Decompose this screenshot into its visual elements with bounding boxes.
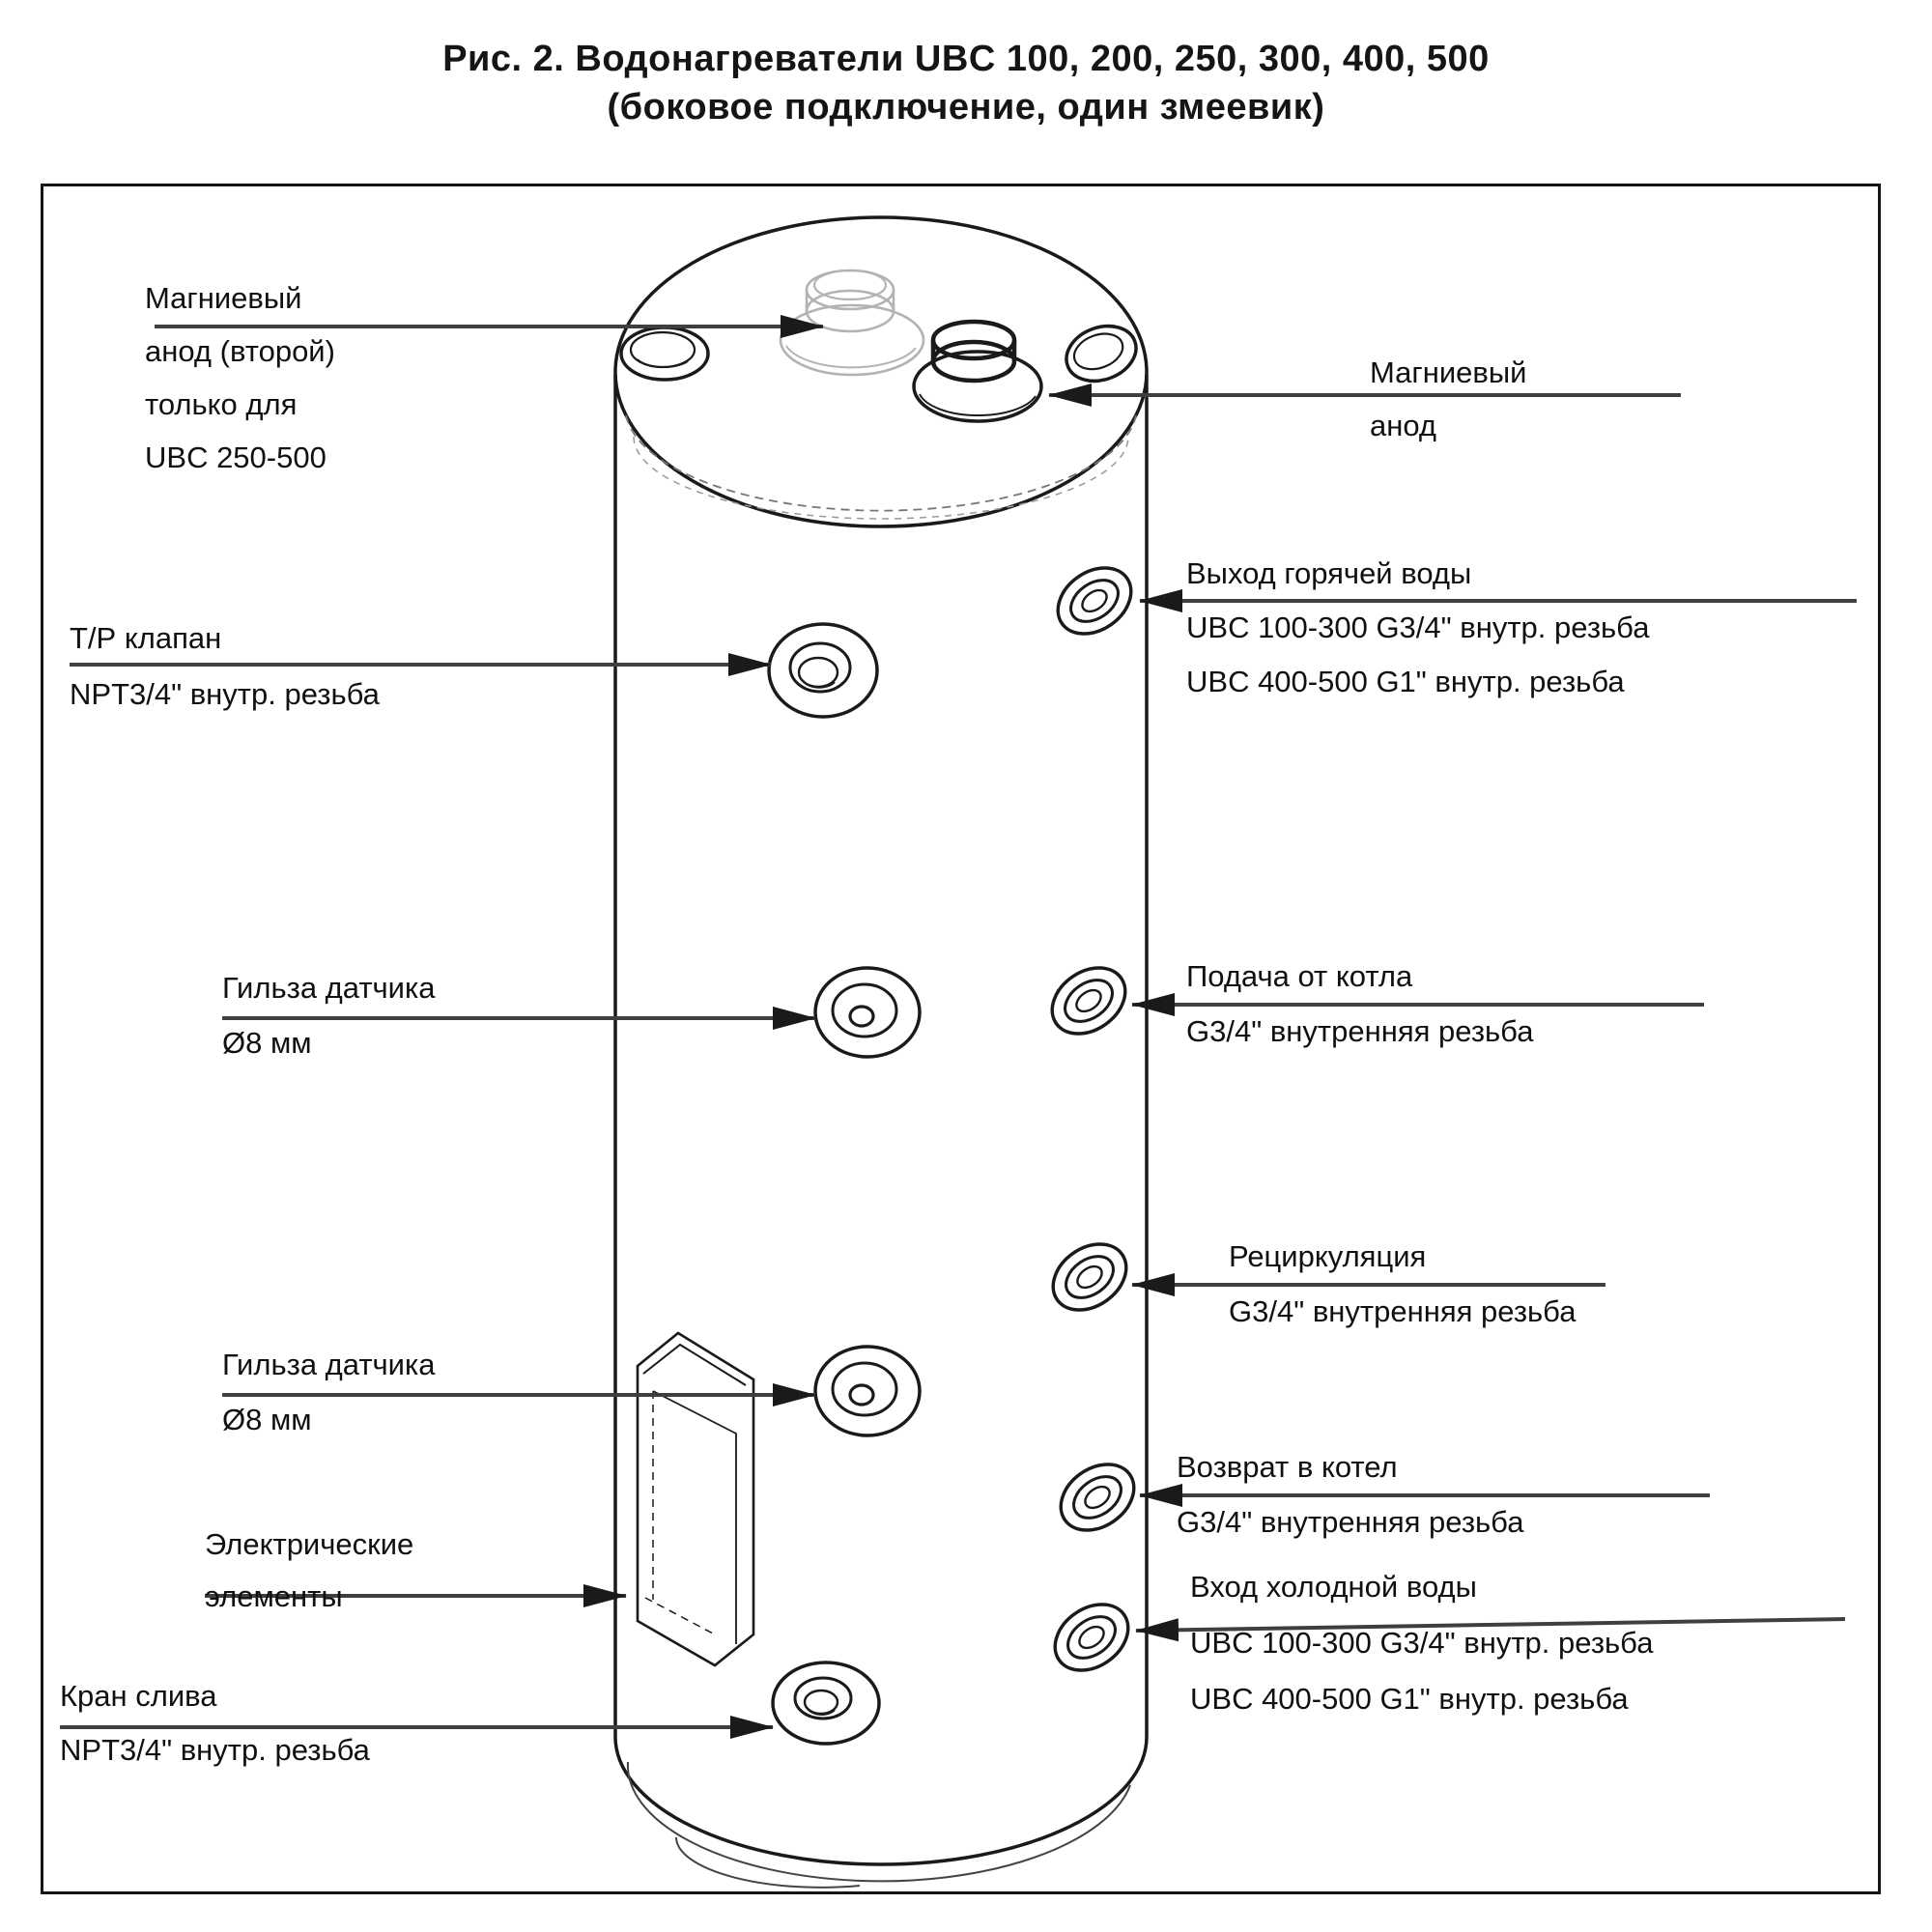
label-sensor-well-1 [222, 960, 435, 1070]
label-line: UBC 400-500 G1" внутр. резьба [1186, 665, 1625, 698]
top-opening-right [1059, 317, 1144, 390]
label-line: анод (второй) [145, 334, 335, 368]
label-line: Т/Р клапан [70, 621, 222, 655]
label-magnesium-anode [1370, 346, 1526, 452]
recirculation-port [1040, 1231, 1139, 1323]
label-line: G3/4" внутренняя резьба [1177, 1505, 1524, 1539]
label-electric-elements [205, 1519, 413, 1623]
second-anode [781, 270, 923, 375]
drain-port [773, 1662, 879, 1744]
label-line: элементы [205, 1579, 343, 1613]
magnesium-anode [914, 322, 1041, 421]
electric-element-cover [638, 1333, 753, 1665]
label-boiler-supply [1186, 949, 1533, 1059]
figure-title-line1: Рис. 2. Водонагреватели UBC 100, 200, 250, 300, 400, 500 [442, 39, 1490, 79]
label-line: Магниевый [1370, 355, 1527, 389]
sensor-well-1-port [815, 968, 920, 1057]
tp-valve-port [769, 624, 877, 717]
label-line: Магниевый [145, 281, 302, 315]
label-line: UBC 250-500 [145, 440, 327, 474]
boiler-return-port [1048, 1451, 1147, 1544]
top-opening-left [621, 327, 708, 380]
label-line: Гильза датчика [222, 971, 436, 1005]
label-line: NPT3/4" внутр. резьба [70, 677, 380, 711]
hot-water-outlet-port [1045, 554, 1144, 647]
label-drain-valve [60, 1669, 370, 1777]
label-recirculation [1229, 1229, 1576, 1339]
sensor-well-2-port [815, 1347, 920, 1435]
label-line: G3/4" внутренняя резьба [1186, 1014, 1534, 1048]
cold-water-inlet-port [1042, 1591, 1141, 1684]
label-boiler-return [1177, 1439, 1523, 1549]
label-line: G3/4" внутренняя резьба [1229, 1294, 1577, 1328]
label-hot-water-outlet [1186, 547, 1649, 709]
label-sensor-well-2 [222, 1337, 435, 1447]
label-second-anode [145, 271, 335, 484]
tank-bottom-arc [615, 1737, 1147, 1864]
label-line: Ø8 мм [222, 1403, 312, 1436]
boiler-supply-port [1039, 954, 1138, 1047]
label-tp-valve [70, 611, 380, 723]
figure-title-line2: (боковое подключение, один змеевик) [607, 87, 1325, 128]
label-line: Кран слива [60, 1679, 217, 1713]
label-line: Подача от котла [1186, 959, 1413, 993]
label-line: Вход холодной воды [1190, 1570, 1477, 1604]
label-line: Выход горячей воды [1186, 556, 1472, 590]
label-line: Ø8 мм [222, 1026, 312, 1060]
label-line: Рециркуляция [1229, 1239, 1427, 1273]
label-line: UBC 400-500 G1" внутр. резьба [1190, 1682, 1629, 1716]
label-line: UBC 100-300 G3/4" внутр. резьба [1190, 1626, 1654, 1660]
label-line: Гильза датчика [222, 1348, 436, 1381]
label-cold-water-inlet [1190, 1559, 1653, 1727]
label-line: UBC 100-300 G3/4" внутр. резьба [1186, 611, 1650, 644]
label-line: анод [1370, 409, 1437, 442]
label-line: NPT3/4" внутр. резьба [60, 1733, 370, 1767]
label-line: только для [145, 387, 298, 421]
label-line: Возврат в котел [1177, 1450, 1398, 1484]
label-line: Электрические [205, 1527, 414, 1561]
